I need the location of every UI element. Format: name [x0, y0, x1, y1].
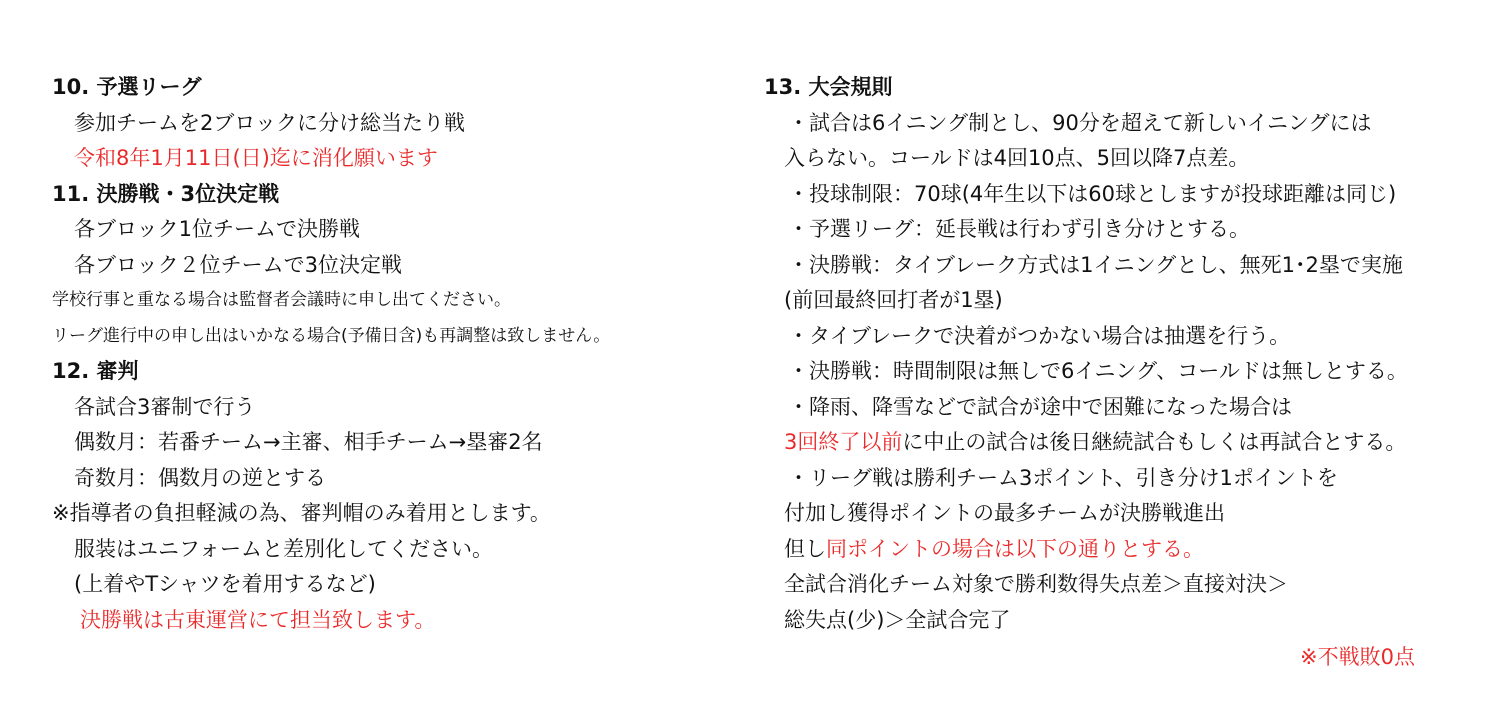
section-12-uniform-example: (上着やTシャツを着用するなど): [74, 572, 376, 596]
section-12-odd-months: 奇数月：偶数月の逆とする: [74, 465, 326, 490]
rule-tie-prefix: 但し: [784, 536, 826, 561]
left-column: [52, 70, 742, 638]
section-12-cap-note: ※指導者の負担軽減の為、審判帽のみ着用とします。: [52, 501, 551, 525]
section-12-uniform-note: 服装はユニフォームと差別化してください。: [74, 536, 493, 561]
rule-league-points: ・リーグ戦は勝利チーム3ポイント、引き分け1ポイントを: [788, 465, 1338, 490]
section-12-final-umpires: 決勝戦は古東運営にて担当致します。: [80, 607, 436, 632]
section-11-note-school-events: 学校行事と重なる場合は監督者会議時に申し出てください。: [52, 290, 511, 310]
rule-points-advance: 付加し獲得ポイントの最多チームが決勝戦進出: [784, 501, 1225, 525]
rule-suspended-threshold: 3回終了以前: [784, 430, 903, 454]
section-12-even-months: 偶数月：若番チーム→主審、相手チーム→塁審2名: [74, 430, 543, 454]
section-11-note-no-reschedule: リーグ進行中の申し出はいかなる場合(予備日含)も再調整は致しません。: [52, 325, 611, 346]
section-11-third-place-line: 各ブロック２位チームで3位決定戦: [74, 252, 402, 277]
section-10-format: 参加チームを2ブロックに分け総当たり戦: [74, 110, 465, 135]
section-10-deadline: 令和8年1月11日(日)迄に消化願います: [74, 146, 438, 170]
rule-tiebreak-runner: (前回最終回打者が1塁): [784, 288, 1003, 312]
rule-tie-condition: 同ポイントの場合は以下の通りとする。: [826, 536, 1204, 561]
rule-weather: ・降雨、降雪などで試合が途中で困難になった場合は: [788, 394, 1292, 419]
section-13-heading: 13. 大会規則: [764, 75, 893, 99]
rule-called-game: 入らない。コールドは4回10点、5回以降7点差。: [784, 146, 1250, 170]
forfeit-note: ※不戦敗0点: [1300, 645, 1415, 669]
section-11-final-line: 各ブロック1位チームで決勝戦: [74, 217, 360, 241]
rule-tie-points: [764, 532, 1464, 568]
section-12-heading: 12. 審判: [52, 359, 139, 383]
rule-preliminary-draw: ・予選リーグ：延長戦は行わず引き分けとする。: [788, 217, 1250, 241]
rule-suspended-game: [764, 425, 1464, 461]
rule-pitch-limit: ・投球制限：70球(4年生以下は60球としますが投球距離は同じ): [788, 181, 1397, 206]
rule-lottery: ・タイブレークで決着がつかない場合は抽選を行う。: [788, 323, 1291, 348]
rule-tiebreak-order: 全試合消化チーム対象で勝利数得失点差＞直接対決＞: [784, 572, 1288, 596]
rule-tiebreak: ・決勝戦：タイブレーク方式は1イニングとし、無死1･2塁で実施: [788, 252, 1403, 277]
rule-innings: ・試合は6イニング制とし、90分を超えて新しいイニングには: [788, 110, 1372, 135]
rule-suspended-text: に中止の試合は後日継続試合もしくは再試合とする。: [902, 430, 1407, 454]
section-11-heading: 11. 決勝戦・3位決定戦: [52, 181, 280, 206]
section-12-umpire-system: 各試合3審制で行う: [74, 394, 256, 419]
rule-final-time: ・決勝戦：時間制限は無しで6イニング、コールドは無しとする。: [788, 359, 1408, 383]
rule-tiebreak-order-cont: 総失点(少)＞全試合完了: [784, 607, 1011, 632]
section-10-heading: 10. 予選リーグ: [52, 75, 202, 99]
right-column: [764, 70, 1464, 638]
